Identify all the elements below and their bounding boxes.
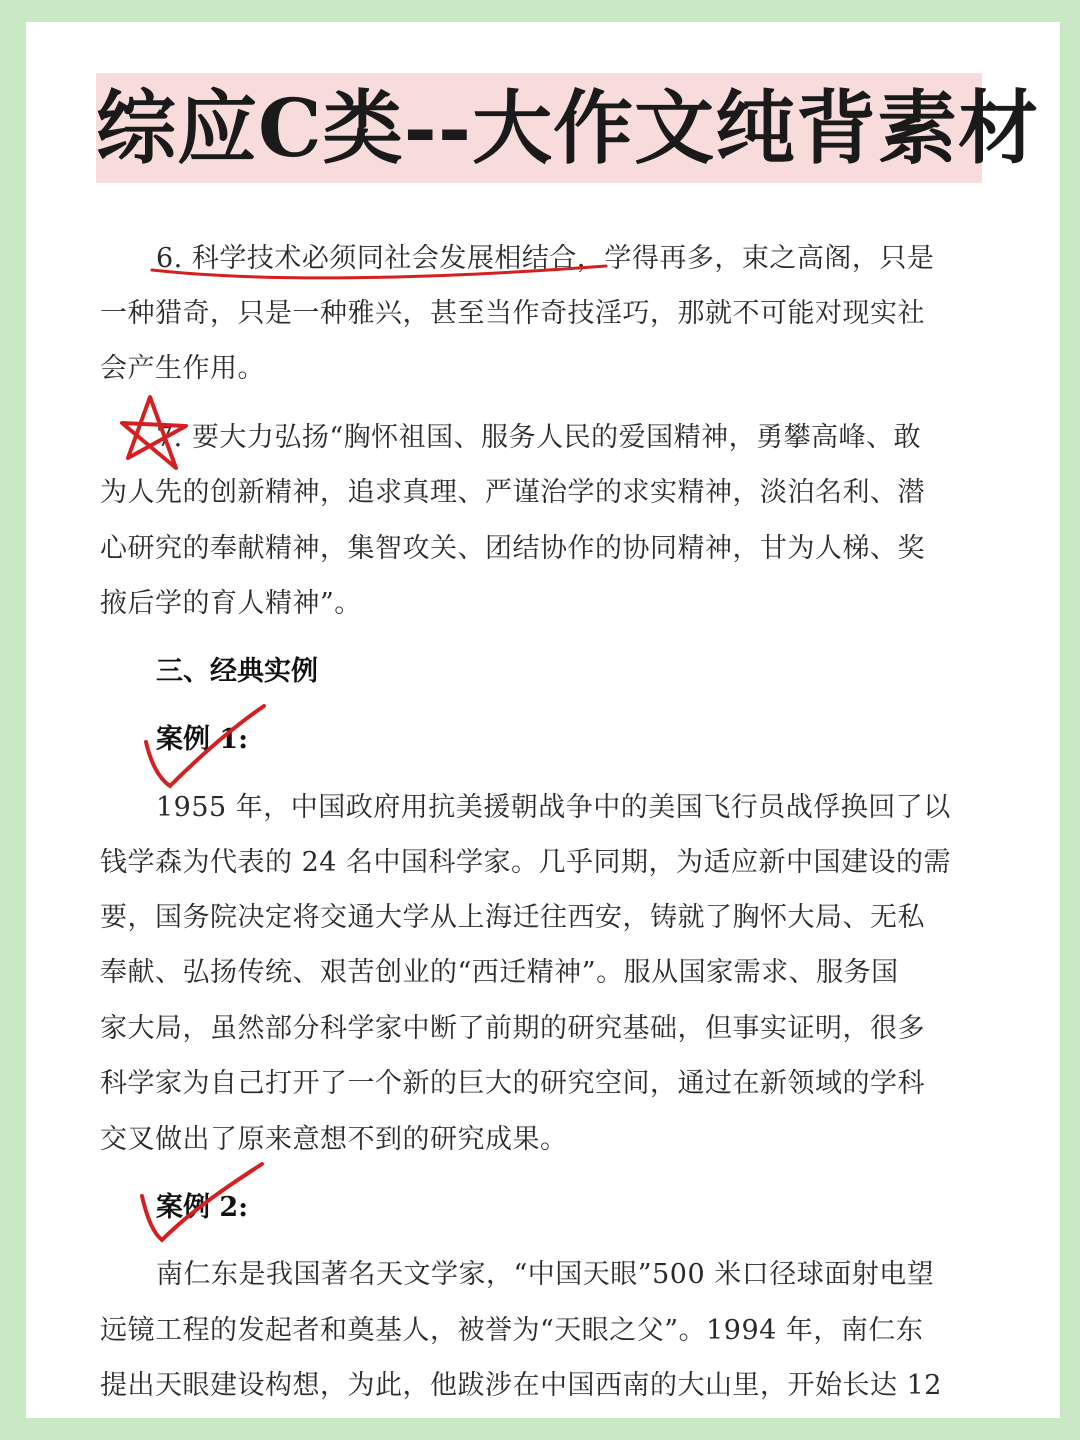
text-line: 家大局，虽然部分科学家中断了前期的研究基础，但事实证明，很多 xyxy=(100,1013,925,1044)
text-line: 钱学森为代表的 24 名中国科学家。几乎同期，为适应新中国建设的需 xyxy=(100,847,952,878)
star-icon xyxy=(122,397,186,468)
section-heading: 三、经典实例 xyxy=(156,656,318,687)
checkmark-icon xyxy=(142,1164,262,1240)
text-line: 一种猎奇，只是一种雅兴，甚至当作奇技淫巧，那就不可能对现实社 xyxy=(100,298,925,329)
text-line: 南仁东是我国著名天文学家，“中国天眼”500 米口径球面射电望 xyxy=(156,1259,935,1290)
text-line: 6. 科学技术必须同社会发展相结合，学得再多，束之高阁，只是 xyxy=(156,243,935,274)
text-line: 奉献、弘扬传统、艰苦创业的“西迁精神”。服从国家需求、服务国 xyxy=(100,957,899,988)
text-line: 为人先的创新精神，追求真理、严谨治学的求实精神，淡泊名利、潜 xyxy=(100,477,925,508)
text-line: 1955 年，中国政府用抗美援朝战争中的美国飞行员战俘换回了以 xyxy=(156,792,951,823)
text-line: 掖后学的育人精神”。 xyxy=(100,588,362,619)
text-line: 提出天眼建设构想，为此，他跋涉在中国西南的大山里，开始长达 12 xyxy=(100,1370,942,1401)
page-title: 综应C类--大作文纯背素材 xyxy=(96,81,1040,175)
text-line: 会产生作用。 xyxy=(100,353,265,384)
text-line: 交叉做出了原来意想不到的研究成果。 xyxy=(100,1124,568,1155)
underline-mark xyxy=(152,266,606,278)
text-line: 科学家为自己打开了一个新的巨大的研究空间，通过在新领域的学科 xyxy=(100,1068,925,1099)
text-line: 要，国务院决定将交通大学从上海迁往西安，铸就了胸怀大局、无私 xyxy=(100,902,925,933)
text-line: 远镜工程的发起者和奠基人，被誉为“天眼之父”。1994 年，南仁东 xyxy=(100,1315,924,1346)
checkmark-icon xyxy=(146,706,264,786)
text-line: 心研究的奉献精神，集智攻关、团结协作的协同精神，甘为人梯、奖 xyxy=(100,533,925,564)
case-1-label: 案例 1: xyxy=(156,724,249,755)
text-line: 7. 要大力弘扬“胸怀祖国、服务人民的爱国精神，勇攀高峰、敢 xyxy=(156,422,922,453)
case-2-label: 案例 2: xyxy=(156,1192,249,1223)
